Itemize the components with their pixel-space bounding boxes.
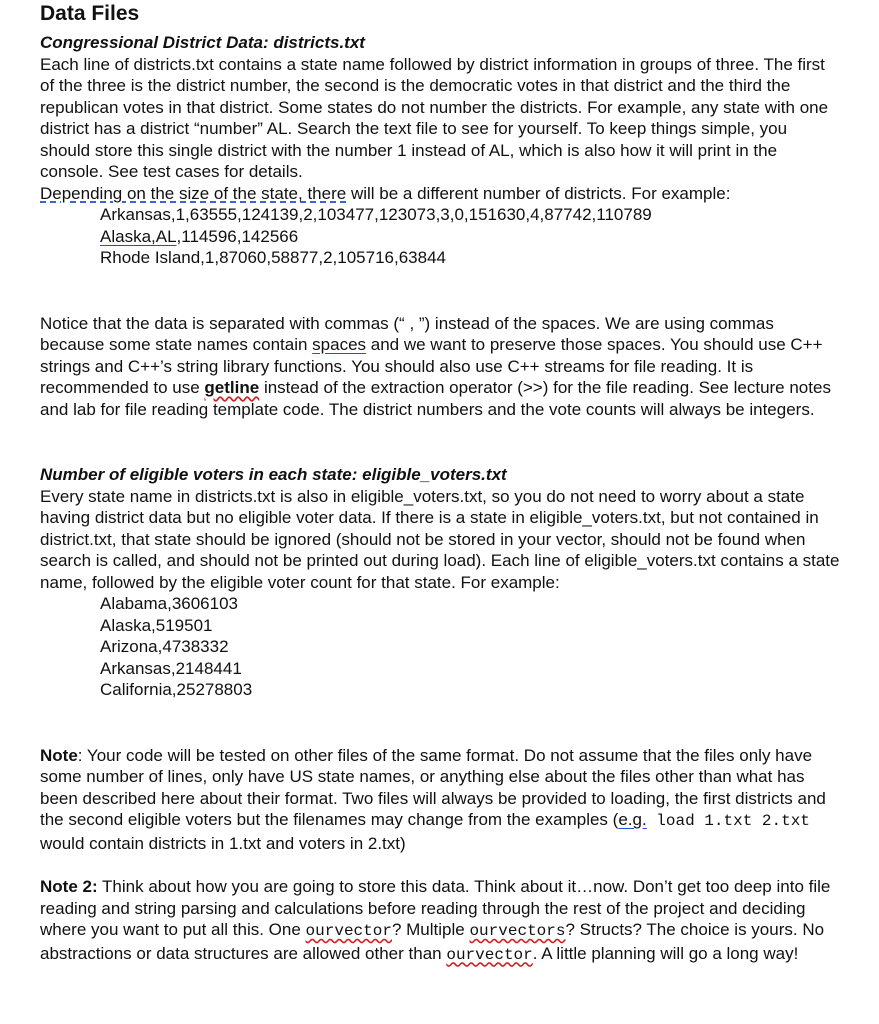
text-run: Notice that the data is separated with commas (“ , ”) instead of the spaces. We are using commas because some state names contain <box>40 313 774 354</box>
note-paragraph <box>40 745 840 855</box>
example-line: Alabama,3606103 <box>100 594 239 613</box>
note-label: Note <box>40 745 78 765</box>
flagged-abbrev: e.g. <box>618 810 647 829</box>
page-title: Data Files <box>40 2 140 25</box>
example-line: Alaska,519501 <box>100 615 213 635</box>
districts-example-intro <box>40 183 840 205</box>
spacer <box>40 854 840 876</box>
flagged-word-spaces: spaces <box>312 335 367 354</box>
spacer <box>40 269 840 313</box>
flagged-text: Alaska,AL <box>100 226 177 246</box>
ourvector-term: ourvector <box>305 922 392 940</box>
example-line-rest: ,114596,142566 <box>176 226 299 246</box>
text-run: ? Multiple <box>391 920 470 939</box>
example-line: Arkansas,1,63555,124139,2,103477,123073,3,0,151630,4,87742,110789 <box>100 205 652 224</box>
text-run: and we want to preserve those spaces. You should use C++ strings and C++’s string library functions. You should also use C++ streams for file reading. It is recommended to use <box>40 335 823 397</box>
note2-label: Note 2: <box>40 877 98 896</box>
grammar-flagged-phrase: Depending on the size of the state, there <box>40 183 347 203</box>
example-line: Arkansas,2148441 <box>100 658 242 678</box>
spacer <box>40 420 840 464</box>
example-line-alaska <box>100 226 840 248</box>
text-run: Think about how you are going to store this data. Think about it…now. Don’t get too deep into file reading and string parsing and calculations before reading through the rest of the project and deciding where you want to put all this. One <box>40 877 831 939</box>
spacer <box>40 701 840 745</box>
ourvector-term: ourvector <box>446 945 533 964</box>
section-heading-voters: Number of eligible voters in each state: eligible_voters.txt <box>40 465 507 484</box>
getline-term: getline <box>204 378 260 397</box>
text-run: would contain districts in 1.txt and voters in 2.txt) <box>40 833 406 853</box>
note2-paragraph <box>40 876 840 966</box>
example-line: California,25278803 <box>100 680 253 699</box>
section-heading-districts: Congressional District Data: districts.txt <box>40 33 365 52</box>
text-run: ? Structs? The choice is yours. No abstractions or data structures are allowed other than <box>40 920 825 963</box>
text-run: : Your code will be tested on other files of the same format. Do not assume that the files only have some number of lines, only have US state names, or anything else about the files other than what has been described here about their format. Two files will always be provided to loading, the first districts and the second eligible voters but the filenames may change from the examples ( <box>40 745 826 829</box>
example-intro-rest: will be a different number of districts. For example: <box>346 183 731 203</box>
voters-example-block <box>40 593 840 701</box>
districts-description: Each line of districts.txt contains a state name followed by district information in groups of three. The first of the three is the district number, the second is the democratic votes in that district and the third the republican votes in that district. Some states do not number the districts. For example, any state with one district has a district “number” AL. Search the text file to see for yourself. To keep things simple, you should store this single district with the number 1 instead of AL, which is also how it will print in the console. See test cases for details. <box>40 54 829 181</box>
code-snippet: load 1.txt 2.txt <box>646 812 810 830</box>
districts-example-block <box>40 204 840 269</box>
commas-paragraph <box>40 313 840 421</box>
example-line: Arizona,4738332 <box>100 637 229 656</box>
text-run: instead of the extraction operator (>>) for the file reading. See lecture notes and lab for file reading template code. The district numbers and the vote counts will always be integers. <box>40 378 831 419</box>
voters-description: Every state name in districts.txt is also in eligible_voters.txt, so you do not need to worry about a state having district data but no eligible voter data. If there is a state in eligible_voters.txt, but not contained in district.txt, that state should be ignored (should not be stored in your vector, should not be found when search is called, and should not be printed out during load). Each line of eligible_voters.txt contains a state name, followed by the eligible voter count for that state. For example: <box>40 486 840 592</box>
text-run: . A little planning will go a long way! <box>532 943 799 963</box>
ourvector-term: ourvectors <box>469 922 566 940</box>
document-body <box>40 0 840 966</box>
example-line: Rhode Island,1,87060,58877,2,105716,63844 <box>100 248 446 267</box>
